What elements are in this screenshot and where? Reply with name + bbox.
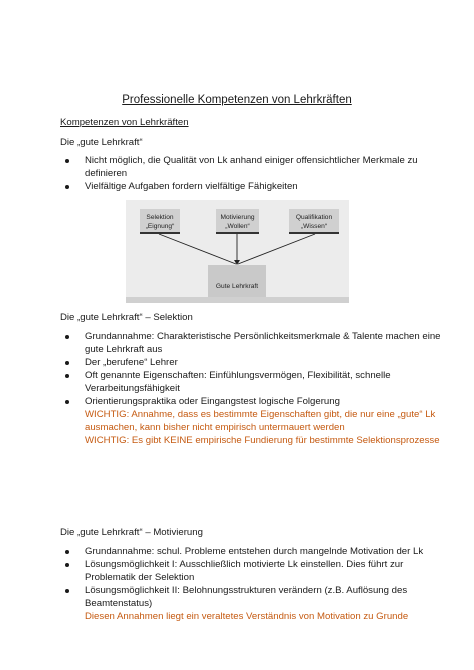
list-item-text: Nicht möglich, die Qualität von Lk anhand einiger offensichtlicher Merkmale zu <box>85 155 418 166</box>
list-item <box>60 395 441 447</box>
list-item <box>60 330 441 356</box>
box-subtitle: „Eignung“ <box>145 223 175 230</box>
list-item-text: Grundannahme: Charakteristische Persönlichkeitsmerkmale & Talente machen eine <box>85 331 441 342</box>
list-item <box>60 545 423 558</box>
section-heading: Kompetenzen von Lehrkräften <box>60 117 189 128</box>
box-title: Qualifikation <box>295 214 333 221</box>
box-subtitle: „Wissen“ <box>300 223 327 230</box>
warning-text: WICHTIG: Annahme, dass es bestimmte Eigenschaften gibt, die nur eine „gute“ Lk <box>85 409 436 420</box>
list-item-continuation: definieren <box>85 168 128 179</box>
list-item <box>60 369 441 395</box>
box-subtitle: „Wollen“ <box>225 223 250 230</box>
box-selektion <box>140 209 180 234</box>
section3-list <box>60 545 423 623</box>
box-gute-lehrkraft <box>208 265 266 297</box>
list-item-text: Grundannahme: schul. Probleme entstehen durch mangelnde Motivation der Lk <box>85 546 424 557</box>
box-title: Motivierung <box>220 214 255 221</box>
section2-heading: Die „gute Lehrkraft“ – Selektion <box>60 312 193 323</box>
warning-text: WICHTIG: Es gibt KEINE empirische Fundierung für bestimmte Selektionsprozesse <box>85 435 440 446</box>
list-item <box>60 584 423 623</box>
arrow-qualifikation <box>238 234 315 264</box>
list-item-continuation: gute Lehrkraft aus <box>85 344 163 355</box>
box-qualifikation <box>289 209 339 234</box>
box-accent <box>216 232 259 234</box>
list-item-text: Der „berufene“ Lehrer <box>85 357 178 368</box>
competence-diagram <box>126 200 349 303</box>
warning-text: Diesen Annahmen liegt ein veraltetes Verständnis von Motivation zu Grunde <box>85 611 409 622</box>
box-accent <box>140 232 180 234</box>
list-item-text: Vielfältige Aufgaben fordern vielfältige Fähigkeiten <box>85 181 298 192</box>
list-item-text: Oft genannte Eigenschaften: Einfühlungsvermögen, Flexibilität, schnelle <box>85 370 391 381</box>
list-item-continuation: Problematik der Selektion <box>85 572 195 583</box>
list-item-continuation: Verarbeitungsfähigkeit <box>85 383 180 394</box>
arrow-selektion <box>159 234 236 264</box>
box-motivierung <box>216 209 259 234</box>
list-item-continuation: Beamtenstatus) <box>85 598 153 609</box>
section3-heading: Die „gute Lehrkraft“ – Motivierung <box>60 527 203 538</box>
box-accent <box>289 232 339 234</box>
section1-list <box>60 154 418 193</box>
list-item-text: Lösungsmöglichkeit I: Ausschließlich motivierte Lk einstellen. Dies führt zur <box>85 559 404 570</box>
list-item <box>60 154 418 180</box>
box-title: Gute Lehrkraft <box>215 283 259 290</box>
page-title: Professionelle Kompetenzen von Lehrkräften <box>122 94 352 106</box>
section1-heading: Die „gute Lehrkraft“ <box>60 137 143 148</box>
list-item-text: Orientierungspraktika oder Eingangstest logische Folgerung <box>85 396 340 407</box>
list-item <box>60 558 423 584</box>
box-title: Selektion <box>146 214 174 221</box>
list-item-text: Lösungsmöglichkeit II: Belohnungsstrukturen verändern (z.B. Auflösung des <box>85 585 408 596</box>
list-item <box>60 356 441 369</box>
list-item <box>60 180 418 193</box>
section2-list <box>60 330 441 447</box>
warning-text: ausmachen, kann bisher nicht empirisch untermauert werden <box>85 422 345 433</box>
